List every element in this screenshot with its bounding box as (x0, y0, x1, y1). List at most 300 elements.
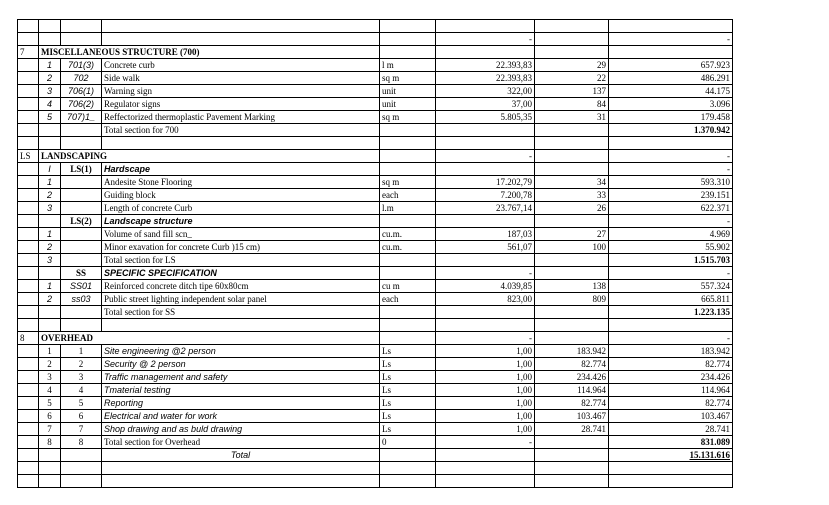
table-cell (380, 20, 436, 33)
table-cell: - (609, 163, 733, 176)
table-cell (102, 319, 380, 332)
table-cell (61, 228, 102, 241)
table-cell (436, 475, 535, 488)
table-cell (436, 215, 535, 228)
table-cell: 593.310 (609, 176, 733, 189)
table-cell (39, 475, 61, 488)
table-cell (61, 124, 102, 137)
table-cell: 1 (39, 228, 61, 241)
table-cell: 706(1) (61, 85, 102, 98)
table-cell: Reinforced concrete ditch tipe 60x80cm (102, 280, 380, 293)
table-cell: 8 (18, 332, 39, 345)
table-cell: 1,00 (436, 423, 535, 436)
table-cell (18, 358, 39, 371)
table-cell (535, 449, 609, 462)
table-cell (18, 306, 39, 319)
table-cell: 17.202,79 (436, 176, 535, 189)
table-cell: Minor exavation for concrete Curb )15 cm) (102, 241, 380, 254)
table-cell: 183.942 (535, 345, 609, 358)
table-cell (18, 449, 39, 462)
table-row (18, 85, 733, 98)
table-cell (61, 20, 102, 33)
table-cell (18, 267, 39, 280)
table-cell: cu.m. (380, 241, 436, 254)
table-cell: 702 (61, 72, 102, 85)
table-cell: 706(2) (61, 98, 102, 111)
table-cell: 23.767,14 (436, 202, 535, 215)
table-cell: I (39, 163, 61, 176)
table-cell: 2 (39, 72, 61, 85)
table-cell: LS (18, 150, 39, 163)
table-row (18, 111, 733, 124)
table-cell (18, 254, 39, 267)
table-cell (61, 137, 102, 150)
table-cell (18, 189, 39, 202)
table-cell: - (436, 332, 535, 345)
table-cell (18, 384, 39, 397)
table-cell: 33 (535, 189, 609, 202)
table-cell (380, 163, 436, 176)
table-row (18, 436, 733, 449)
table-cell: Public street lighting independent solar panel (102, 293, 380, 306)
table-cell: 4 (61, 384, 102, 397)
table-cell: 1,00 (436, 358, 535, 371)
table-cell: 22.393,83 (436, 72, 535, 85)
table-row (18, 267, 733, 280)
table-cell: 103.467 (535, 410, 609, 423)
table-cell (535, 475, 609, 488)
table-cell (535, 215, 609, 228)
table-cell: 1 (39, 59, 61, 72)
table-cell: Total (102, 449, 380, 462)
table-cell: - (609, 332, 733, 345)
table-cell: sq m (380, 176, 436, 189)
table-cell: 55.902 (609, 241, 733, 254)
table-cell: SS01 (61, 280, 102, 293)
table-cell (18, 59, 39, 72)
table-cell: 665.811 (609, 293, 733, 306)
table-cell: 5 (61, 397, 102, 410)
table-cell: 0 (380, 436, 436, 449)
table-cell (380, 267, 436, 280)
table-cell: Ls (380, 384, 436, 397)
table-cell (436, 254, 535, 267)
table-cell (61, 202, 102, 215)
table-row (18, 475, 733, 488)
table-cell: 100 (535, 241, 609, 254)
table-cell: 234.426 (609, 371, 733, 384)
table-cell: 5 (39, 111, 61, 124)
table-cell (535, 20, 609, 33)
table-row (18, 20, 733, 33)
table-cell: - (436, 33, 535, 46)
table-cell: 4 (39, 98, 61, 111)
table-cell: - (609, 33, 733, 46)
table-cell: 4 (39, 384, 61, 397)
table-row (18, 462, 733, 475)
table-cell: 15.131.616 (609, 449, 733, 462)
table-cell: 82.774 (535, 397, 609, 410)
table-cell: Volume of sand fill scn_ (102, 228, 380, 241)
boq-table (17, 19, 733, 488)
table-cell: 8 (61, 436, 102, 449)
table-cell: Security @ 2 person (102, 358, 380, 371)
table-cell (18, 436, 39, 449)
table-cell (18, 293, 39, 306)
table-cell (39, 137, 61, 150)
table-cell: - (609, 150, 733, 163)
table-row (18, 150, 733, 163)
table-row (18, 176, 733, 189)
table-row (18, 410, 733, 423)
table-cell (18, 423, 39, 436)
table-cell (18, 228, 39, 241)
table-cell: 1.370.942 (609, 124, 733, 137)
table-cell: 5 (39, 397, 61, 410)
table-cell (18, 72, 39, 85)
table-cell (535, 124, 609, 137)
table-row (18, 371, 733, 384)
table-cell: 37,00 (436, 98, 535, 111)
table-cell (380, 150, 436, 163)
table-cell (609, 462, 733, 475)
table-cell: Regulator signs (102, 98, 380, 111)
table-cell: 3 (39, 85, 61, 98)
table-cell (436, 306, 535, 319)
table-cell (535, 436, 609, 449)
table-cell (39, 33, 61, 46)
table-cell (18, 111, 39, 124)
table-cell: 179.458 (609, 111, 733, 124)
table-cell (609, 20, 733, 33)
table-cell: 1,00 (436, 384, 535, 397)
table-cell (436, 462, 535, 475)
table-cell (18, 163, 39, 176)
table-cell (535, 150, 609, 163)
table-cell (436, 163, 535, 176)
table-cell: 7.200,78 (436, 189, 535, 202)
table-row (18, 46, 733, 59)
table-cell: - (436, 436, 535, 449)
table-row (18, 332, 733, 345)
table-cell: OVERHEAD (39, 332, 380, 345)
table-cell: 7 (39, 423, 61, 436)
table-cell: 22 (535, 72, 609, 85)
table-cell (102, 475, 380, 488)
table-cell: l.m (380, 202, 436, 215)
table-cell: unit (380, 85, 436, 98)
table-cell: cu.m. (380, 228, 436, 241)
table-cell: ss03 (61, 293, 102, 306)
table-row (18, 98, 733, 111)
table-row (18, 59, 733, 72)
table-cell: 622.371 (609, 202, 733, 215)
table-cell: Shop drawing and as buld drawing (102, 423, 380, 436)
table-cell (609, 319, 733, 332)
table-cell (436, 46, 535, 59)
table-cell (380, 332, 436, 345)
table-cell: 114.964 (535, 384, 609, 397)
table-cell (102, 20, 380, 33)
table-row (18, 345, 733, 358)
table-cell: 1 (39, 176, 61, 189)
table-cell: 3 (39, 254, 61, 267)
table-cell (61, 254, 102, 267)
table-cell (18, 176, 39, 189)
table-cell: 8 (39, 436, 61, 449)
table-cell: 6 (61, 410, 102, 423)
table-cell (535, 163, 609, 176)
table-cell (18, 202, 39, 215)
table-cell (61, 319, 102, 332)
table-cell (436, 137, 535, 150)
table-cell (18, 20, 39, 33)
table-cell (609, 137, 733, 150)
table-cell: 3 (39, 371, 61, 384)
table-cell: Electrical and water for work (102, 410, 380, 423)
table-cell (535, 462, 609, 475)
table-cell: 1 (39, 280, 61, 293)
table-cell (535, 137, 609, 150)
table-cell (18, 410, 39, 423)
table-cell: 557.324 (609, 280, 733, 293)
table-cell: Landscape structure (102, 215, 380, 228)
table-cell: 2 (39, 293, 61, 306)
table-row (18, 137, 733, 150)
table-cell: Side walk (102, 72, 380, 85)
table-row (18, 228, 733, 241)
table-cell (535, 46, 609, 59)
table-cell (61, 449, 102, 462)
table-cell: Hardscape (102, 163, 380, 176)
table-cell: Reffectorized thermoplastic Pavement Marking (102, 111, 380, 124)
table-cell: 322,00 (436, 85, 535, 98)
table-cell: 183.942 (609, 345, 733, 358)
table-cell (61, 176, 102, 189)
table-cell (535, 319, 609, 332)
table-cell: Concrete curb (102, 59, 380, 72)
table-cell (609, 46, 733, 59)
table-row (18, 449, 733, 462)
table-cell: 1,00 (436, 397, 535, 410)
table-row (18, 306, 733, 319)
table-cell: - (609, 215, 733, 228)
table-cell (102, 33, 380, 46)
table-row (18, 163, 733, 176)
table-row (18, 293, 733, 306)
table-cell: 657.923 (609, 59, 733, 72)
table-cell (18, 98, 39, 111)
table-cell (380, 254, 436, 267)
table-cell: - (436, 150, 535, 163)
table-row (18, 241, 733, 254)
table-row (18, 33, 733, 46)
table-cell: Ls (380, 371, 436, 384)
table-cell: Guiding block (102, 189, 380, 202)
table-cell (61, 241, 102, 254)
table-cell: 1,00 (436, 345, 535, 358)
table-cell (18, 319, 39, 332)
table-cell (39, 449, 61, 462)
table-cell: Ls (380, 358, 436, 371)
table-cell: 4.039,85 (436, 280, 535, 293)
table-cell (61, 33, 102, 46)
table-cell (18, 215, 39, 228)
table-cell: Ls (380, 410, 436, 423)
table-cell: Warning sign (102, 85, 380, 98)
table-cell (535, 267, 609, 280)
table-cell: sq m (380, 72, 436, 85)
table-cell (39, 462, 61, 475)
table-row (18, 189, 733, 202)
table-cell: 831.089 (609, 436, 733, 449)
table-cell (61, 475, 102, 488)
table-row (18, 254, 733, 267)
table-cell: 82.774 (535, 358, 609, 371)
table-cell: Ls (380, 423, 436, 436)
table-row (18, 72, 733, 85)
table-cell (18, 124, 39, 137)
table-cell (18, 397, 39, 410)
table-cell: LANDSCAPING (39, 150, 380, 163)
table-cell: LS(1) (61, 163, 102, 176)
table-cell: Ls (380, 397, 436, 410)
table-cell: 82.774 (609, 397, 733, 410)
table-cell (102, 462, 380, 475)
table-row (18, 319, 733, 332)
table-cell: 1 (61, 345, 102, 358)
table-cell (102, 137, 380, 150)
table-row (18, 397, 733, 410)
table-cell: l m (380, 59, 436, 72)
table-cell: 1.223.135 (609, 306, 733, 319)
table-cell: 28.741 (609, 423, 733, 436)
table-cell: Tmaterial testing (102, 384, 380, 397)
table-cell: 26 (535, 202, 609, 215)
table-cell: MISCELLANEOUS STRUCTURE (700) (39, 46, 380, 59)
table-cell (535, 332, 609, 345)
table-cell: 823,00 (436, 293, 535, 306)
table-cell: 561,07 (436, 241, 535, 254)
table-cell (535, 306, 609, 319)
table-cell: 1 (39, 345, 61, 358)
table-cell (61, 189, 102, 202)
table-cell: Total section for Overhead (102, 436, 380, 449)
table-cell: - (609, 267, 733, 280)
table-cell: each (380, 189, 436, 202)
table-cell: Ls (380, 345, 436, 358)
table-cell: Traffic management and safety (102, 371, 380, 384)
table-cell: 114.964 (609, 384, 733, 397)
table-cell (18, 371, 39, 384)
table-cell: 28.741 (535, 423, 609, 436)
table-cell: SS (61, 267, 102, 280)
table-cell (39, 124, 61, 137)
table-cell (609, 475, 733, 488)
table-cell: 22.393,83 (436, 59, 535, 72)
table-row (18, 215, 733, 228)
table-cell: 6 (39, 410, 61, 423)
table-cell: 3.096 (609, 98, 733, 111)
table-cell (18, 85, 39, 98)
table-cell (380, 33, 436, 46)
table-cell (436, 319, 535, 332)
table-cell: Andesite Stone Flooring (102, 176, 380, 189)
table-cell (535, 33, 609, 46)
table-cell (380, 449, 436, 462)
table-cell (18, 280, 39, 293)
table-cell: Total section for LS (102, 254, 380, 267)
table-row (18, 358, 733, 371)
table-cell: 103.467 (609, 410, 733, 423)
table-cell: 7 (18, 46, 39, 59)
table-row (18, 124, 733, 137)
table-cell: 5.805,35 (436, 111, 535, 124)
table-cell: Site engineering @2 person (102, 345, 380, 358)
table-cell (61, 306, 102, 319)
table-cell (39, 267, 61, 280)
table-cell (18, 33, 39, 46)
table-cell: Reporting (102, 397, 380, 410)
table-cell: 701(3) (61, 59, 102, 72)
table-cell: unit (380, 98, 436, 111)
table-cell (18, 345, 39, 358)
table-cell: 4.969 (609, 228, 733, 241)
table-cell: 707)1_ (61, 111, 102, 124)
table-cell (39, 306, 61, 319)
table-cell: Total section for 700 (102, 124, 380, 137)
table-cell: 187,03 (436, 228, 535, 241)
table-cell: Total section for SS (102, 306, 380, 319)
table-cell (436, 20, 535, 33)
table-cell (380, 124, 436, 137)
table-cell (436, 449, 535, 462)
table-cell: 486.291 (609, 72, 733, 85)
table-cell: each (380, 293, 436, 306)
table-cell: 1.515.703 (609, 254, 733, 267)
table-cell (18, 241, 39, 254)
table-cell: 84 (535, 98, 609, 111)
table-cell: 2 (39, 358, 61, 371)
table-cell: 34 (535, 176, 609, 189)
table-cell: 27 (535, 228, 609, 241)
table-row (18, 202, 733, 215)
table-cell (380, 46, 436, 59)
table-cell (18, 462, 39, 475)
table-cell (39, 20, 61, 33)
table-cell (380, 306, 436, 319)
table-row (18, 280, 733, 293)
table-cell: 2 (39, 241, 61, 254)
table-cell: 137 (535, 85, 609, 98)
table-cell: 1,00 (436, 371, 535, 384)
table-cell: 3 (61, 371, 102, 384)
table-cell (380, 462, 436, 475)
table-cell: 809 (535, 293, 609, 306)
table-cell (380, 215, 436, 228)
table-cell: 44.175 (609, 85, 733, 98)
table-cell (61, 462, 102, 475)
table-cell: 138 (535, 280, 609, 293)
table-cell (535, 254, 609, 267)
table-cell (436, 124, 535, 137)
table-cell: 2 (39, 189, 61, 202)
table-row (18, 423, 733, 436)
table-cell (380, 319, 436, 332)
table-cell: Length of concrete Curb (102, 202, 380, 215)
table-cell: cu m (380, 280, 436, 293)
table-cell: - (436, 267, 535, 280)
